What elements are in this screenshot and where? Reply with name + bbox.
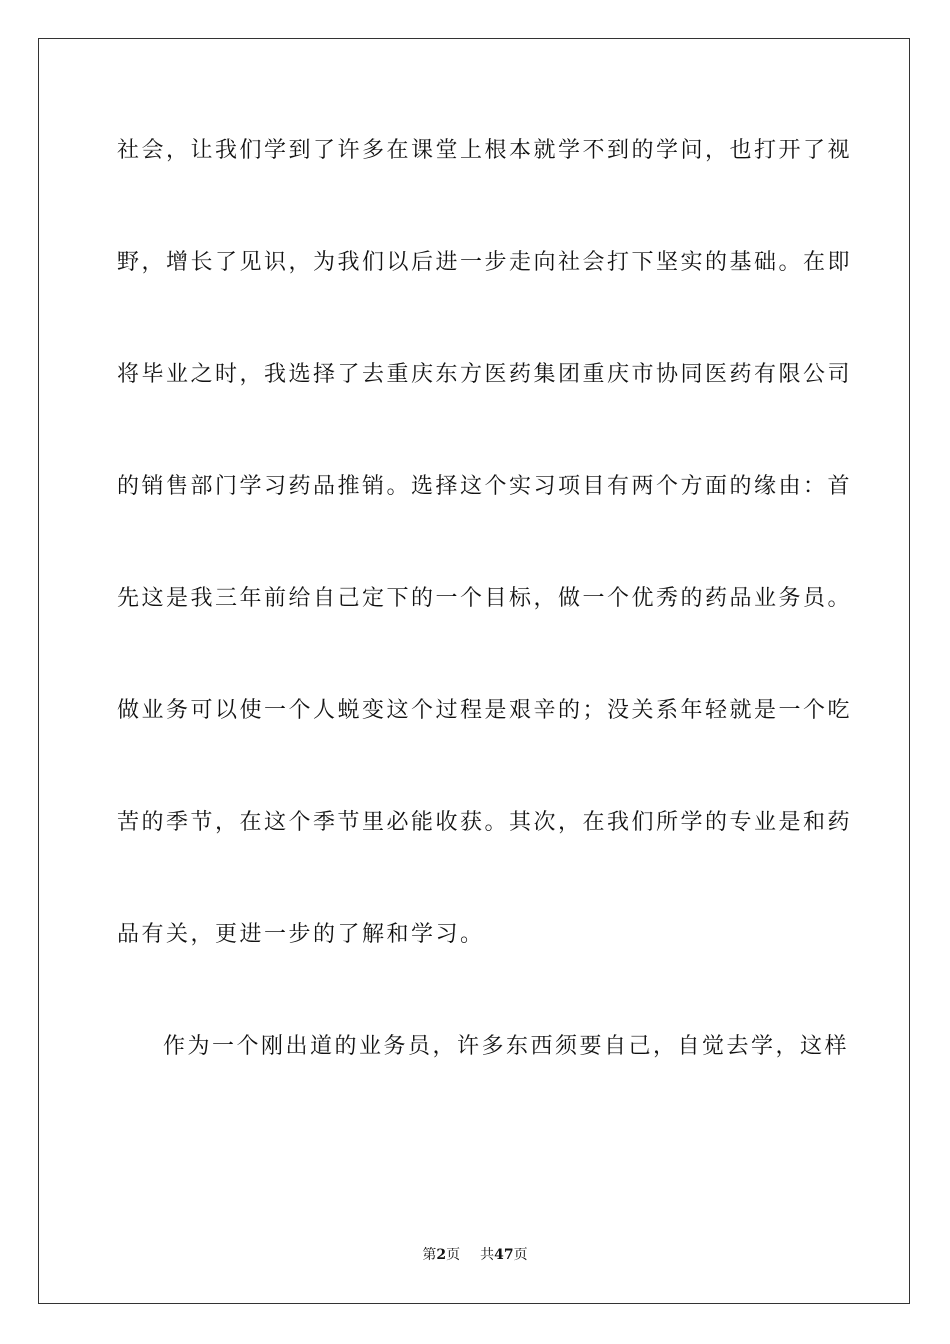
page-number: 2: [436, 1247, 447, 1263]
paragraph-start-line: 作为一个刚出道的业务员，许多东西须要自己，自觉去学，这样: [163, 1034, 850, 1059]
document-body: [117, 128, 853, 1136]
text-line: 社会，让我们学到了许多在课堂上根本就学不到的学问，也打开了视: [117, 138, 853, 163]
total-pages: 47: [494, 1247, 514, 1263]
text-line: 苦的季节，在这个季节里必能收获。其次，在我们所学的专业是和药: [117, 810, 853, 835]
text-line: 野，增长了见识，为我们以后进一步走向社会打下坚实的基础。在即: [117, 250, 853, 275]
text-line: 先这是我三年前给自己定下的一个目标，做一个优秀的药品业务员。: [117, 586, 853, 611]
total-suffix: 页: [513, 1247, 528, 1263]
text-line: 品有关，更进一步的了解和学习。: [117, 922, 485, 947]
page-footer: [0, 1245, 950, 1265]
text-line: 将毕业之时，我选择了去重庆东方医药集团重庆市协同医药有限公司: [117, 362, 853, 387]
total-prefix: 共: [480, 1247, 495, 1263]
page-prefix: 第: [422, 1247, 437, 1263]
text-line: 做业务可以使一个人蜕变这个过程是艰辛的；没关系年轻就是一个吃: [117, 698, 853, 723]
text-line: 的销售部门学习药品推销。选择这个实习项目有两个方面的缘由：首: [117, 474, 853, 499]
page-suffix: 页: [446, 1247, 461, 1263]
